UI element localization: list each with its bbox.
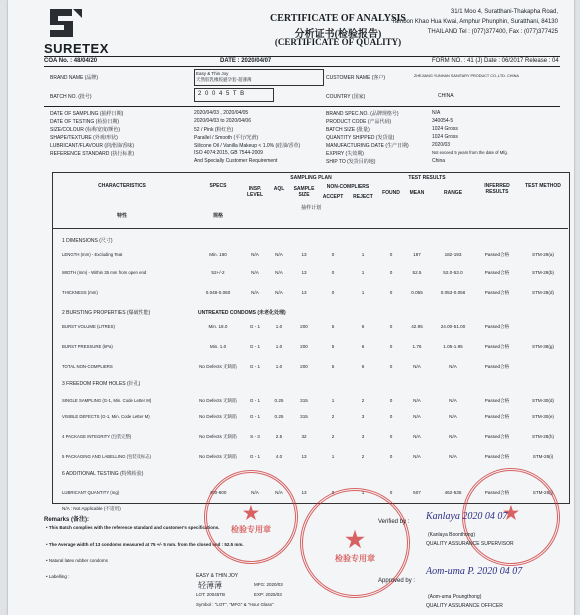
table-cell-mean: 42.95: [411, 324, 423, 329]
batch-value: 2 0 0 4 5 T B: [198, 91, 246, 97]
lube-label: LUBRICANT/FLAVOUR (润滑油/香味): [50, 143, 135, 149]
table-cell-range: N/A: [449, 398, 457, 403]
table-cell-char: BURST PRESSURE (kPa): [62, 344, 113, 349]
table-cell-acc: 1: [331, 454, 335, 459]
table-cell-method: STM-28(h): [532, 434, 554, 439]
table-cell-range: 24.00-51.00: [440, 324, 466, 329]
table-cell-acc: 0: [331, 252, 335, 257]
table-cell-spec: 400-600: [209, 490, 227, 495]
remark-1: • This Batch complies with the reference standard and customer's specifications.: [46, 525, 220, 530]
ref-value: ISO 4074:2015, GB 7544-2009: [194, 150, 263, 156]
table-cell-range: N/A: [449, 414, 457, 419]
table-cell-inf: Passed合格: [484, 270, 510, 275]
col-characteristics-cn: 特性: [116, 213, 127, 219]
date-testing-label: DATE OF TESTING (检验日期): [50, 119, 119, 125]
col-method: TEST METHOD: [525, 183, 561, 189]
stamp-left: ★ 检验专用章: [204, 470, 298, 564]
form-number: FORM NO. : 41 (J) Date : 06/2017 Release : 04: [432, 58, 559, 64]
table-cell-inf: Passed合格: [484, 324, 510, 329]
batch-size-value: 1024 Gross: [432, 126, 458, 132]
label-brand: EASY & THIN JOY: [196, 573, 239, 579]
table-cell-aql: N/A: [275, 290, 283, 295]
title-cn: 分析证书(检验报告): [294, 29, 382, 40]
brand-name-cn-value: 天然胶乳橡胶避孕套-超薄薄: [196, 77, 252, 82]
table-cell-acc: 2: [331, 414, 335, 419]
table-cell-found: 0: [389, 414, 393, 419]
table-cell-inf: Passed合格: [484, 344, 510, 349]
table-cell-sample: 13: [301, 270, 307, 275]
table-cell-rej: 6: [361, 324, 365, 329]
company-address: 31/1 Moo 4, Suratthani-Thakapha Road, Tambon Khao Hua Kwai, Amphur Phunphin, Suratthani, 84130 THAILAND Tel : (077)377400, Fax : (077)377425: [391, 9, 558, 35]
table-cell-insp: N/A: [251, 252, 259, 257]
mfg-value: 2020/03: [432, 142, 451, 148]
table-cell-found: 0: [389, 290, 393, 295]
table-cell-range: 1.05-1.95: [443, 344, 463, 349]
table-cell-acc: 0: [331, 490, 335, 495]
table-cell-inf: Passed合格: [484, 290, 510, 295]
verified-role: QUALITY ASSURANCE SUPERVISOR: [426, 541, 514, 547]
table-cell-found: 0: [389, 324, 393, 329]
qty-label: QUANTITY SHIPPED (发货量): [326, 135, 395, 141]
label-lot: LOT: 20045TB: [196, 592, 226, 597]
col-test-results: TEST RESULTS: [408, 175, 446, 181]
table-cell-char: LENGTH (mm) - Excluding Teat: [62, 252, 123, 257]
section-dimensions: 1 DIMENSIONS (尺寸): [62, 238, 113, 244]
table-cell-aql: 0.25: [274, 398, 284, 403]
col-sampling-plan: SAMPLING PLAN: [290, 175, 332, 181]
table-cell-insp: G - 1: [249, 324, 261, 329]
table-cell-rej: 6: [361, 364, 365, 369]
table-cell-spec: Min. 160: [209, 252, 227, 257]
section-bursting: 2 BURSTING PROPERTIES (爆破性能): [62, 310, 151, 316]
section-holes: 3 FREEDOM FROM HOLES (针孔): [62, 381, 141, 387]
table-cell-acc: 1: [331, 398, 335, 403]
table-cell-method: STM-28(j): [532, 490, 554, 495]
brand-spec-label: BRAND SPEC.NO. (品牌规格号): [326, 111, 399, 117]
col-noncompliers: NON-COMPLIERS: [326, 184, 370, 190]
table-cell-method: STM-28(b): [532, 270, 554, 275]
table-cell-found: 0: [389, 270, 393, 275]
remarks-title: Remarks (备注):: [44, 517, 90, 523]
table-cell-mean: N/A: [413, 364, 421, 369]
col-found: FOUND: [382, 190, 400, 196]
stamp-center: ★ 检验专用章: [300, 488, 410, 598]
table-cell-found: 0: [389, 454, 393, 459]
date-testing-value: 2020/04/03 to 2020/04/06: [194, 118, 251, 124]
table-cell-rej: 1: [361, 490, 365, 495]
table-cell-insp: G - 1: [249, 364, 261, 369]
remark-3: • Natural latex rubber condoms: [46, 558, 108, 563]
table-cell-acc: 5: [331, 344, 335, 349]
col-specs: SPECS: [209, 183, 227, 189]
batch-label: BATCH NO. (批号): [50, 94, 92, 100]
ref-value-2: And Specially Customer Requirement: [194, 158, 278, 164]
table-cell-inf: Passed合格: [484, 364, 510, 369]
table-cell-rej: 1: [361, 290, 365, 295]
table-cell-mean: 0.055: [411, 290, 423, 295]
brand-name-value: Easy & Thin Joy: [196, 71, 229, 76]
coa-date: DATE : 2020/04/07: [220, 58, 272, 64]
table-cell-char: BURST VOLUME (LITRES): [62, 324, 115, 329]
table-cell-sample: 200: [300, 364, 308, 369]
table-cell-spec: Min. 18.0: [208, 324, 228, 329]
table-cell-range: 182-193: [444, 252, 462, 257]
table-cell-spec: 52+/-2: [211, 270, 225, 275]
table-cell-sample: 13: [301, 454, 307, 459]
table-cell-inf: Passed合格: [484, 454, 510, 459]
subtitle: (CERTIFICATE OF QUALITY): [274, 37, 402, 47]
lube-value: Silicone Oil / Vanilla Makeup < 1.0% (硅油/香草): [194, 143, 301, 149]
signature-verified: Kanlaya 2020 04 07: [426, 511, 508, 522]
approved-name: (Aom-uma Poungthong): [428, 594, 482, 600]
table-cell-spec: No Defects 无缺陷: [199, 454, 237, 459]
table-cell-insp: G - 1: [249, 414, 261, 419]
table-cell-aql: 1.0: [275, 344, 283, 349]
col-sample: SAMPLE SIZE: [293, 186, 315, 198]
size-label: SIZE/COLOUR (标称宽度/颜色): [50, 127, 121, 133]
table-cell-inf: Passed合格: [484, 434, 510, 439]
table-cell-insp: G - 1: [249, 398, 261, 403]
table-cell-sample: 200: [300, 344, 308, 349]
table-cell-inf: Passed合格: [484, 414, 510, 419]
col-characteristics: CHARACTERISTICS: [98, 183, 146, 189]
table-cell-mean: 187: [413, 252, 421, 257]
size-value: 52 / Pink (粉红色): [194, 127, 234, 133]
table-cell-char: TOTAL NON-COMPLIERS: [62, 364, 113, 369]
table-cell-rej: 6: [361, 344, 365, 349]
table-cell-mean: 507: [413, 490, 421, 495]
expiry-value: Not exceed 5 years from the date of Mfg.: [432, 150, 508, 155]
country-value: CHINA: [438, 93, 454, 99]
brand-spec-value: N/A: [432, 110, 441, 116]
table-cell-mean: N/A: [413, 414, 421, 419]
table-cell-rej: 1: [361, 252, 365, 257]
table-cell-char: WIDTH (mm) - Within 35 mm from open end: [62, 270, 147, 275]
table-cell-acc: 0: [331, 270, 335, 275]
table-cell-acc: 2: [331, 434, 335, 439]
col-specs-cn: 规格: [212, 213, 223, 219]
ref-label: REFERENCE STANDARD (执行标准): [50, 151, 135, 157]
table-cell-mean: 1.76: [412, 344, 422, 349]
na-note: N/A : Not Applicable (不适用): [62, 506, 121, 511]
table-cell-insp: N/A: [251, 290, 259, 295]
table-cell-aql: N/A: [275, 270, 283, 275]
customer-value: ZHEJIANG YUNHAN SANITARY PRODUCT CO.,LTD. CHINA: [414, 74, 519, 78]
label-mfg: MFG: 2020/03: [254, 582, 283, 587]
label-symbol: Symbol : "LOT", "MFG" & "Hour Glass": [196, 602, 274, 607]
table-cell-sample: 315: [300, 414, 308, 419]
table-cell-found: 0: [389, 252, 393, 257]
table-cell-aql: 4.0: [275, 454, 283, 459]
table-cell-char: SINGLE SAMPLING (G-1, Min. Code Letter M): [62, 398, 152, 403]
table-cell-insp: N/A: [251, 270, 259, 275]
table-cell-insp: G - 1: [249, 344, 261, 349]
table-cell-spec: No Defects 无缺陷: [199, 398, 237, 403]
date-sampling-label: DATE OF SAMPLING (抽样日期): [50, 111, 124, 117]
table-cell-method: STM-30(d): [532, 398, 554, 403]
table-cell-char: THICKNESS (mm): [62, 290, 98, 295]
table-cell-range: 0.053-0.056: [440, 290, 466, 295]
table-cell-method: STM-29(a): [532, 252, 554, 257]
col-accept: ACCEPT: [322, 194, 344, 200]
table-cell-char: VISIBLE DEFECTS (G-1, Min. Code Letter M): [62, 414, 150, 419]
table-cell-aql: N/A: [275, 252, 283, 257]
table-cell-spec: No Defects 无缺陷: [199, 364, 237, 369]
expiry-label: EXPIRY (失效期): [326, 151, 364, 157]
table-cell-rej: 3: [361, 414, 365, 419]
table-cell-inf: Passed合格: [484, 252, 510, 257]
col-range: RANGE: [443, 190, 463, 196]
table-cell-range: N/A: [449, 434, 457, 439]
table-cell-char: LUBRICANT QUANTITY (mg): [62, 490, 120, 495]
table-cell-range: 462-535: [444, 490, 462, 495]
table-cell-aql: 2.5: [275, 434, 283, 439]
product-code-label: PRODUCT CODE (产品代码): [326, 119, 392, 125]
table-cell-rej: 2: [361, 398, 365, 403]
table-cell-range: 52.0-53.0: [443, 270, 463, 275]
brand-name-label: BRAND NAME (品牌): [50, 75, 99, 81]
table-cell-aql: 0.25: [274, 414, 284, 419]
untreated-label: UNTREATED CONDOMS (未老化处理): [198, 310, 286, 316]
table-cell-inf: Passed合格: [484, 490, 510, 495]
section-additional: 6 ADDITIONAL TESTING (特殊检验): [62, 471, 144, 477]
col-aql: AQL: [273, 186, 285, 192]
table-cell-method: STM-30(e): [532, 414, 554, 419]
table-cell-rej: 2: [361, 454, 365, 459]
brand-name-logo: SURETEX: [44, 41, 109, 56]
table-cell-found: 0: [389, 398, 393, 403]
table-cell-method: STM-38(g): [532, 344, 554, 349]
table-cell-range: N/A: [449, 454, 457, 459]
verified-label: Verified by :: [378, 519, 410, 525]
label-exp: EXP: 2025/03: [254, 592, 282, 597]
table-cell-mean: N/A: [413, 398, 421, 403]
table-cell-sample: 315: [300, 398, 308, 403]
approved-label: Approved by :: [378, 578, 416, 584]
signature-approved: Aom-uma P. 2020 04 07: [426, 566, 523, 577]
table-cell-mean: N/A: [413, 434, 421, 439]
table-cell-sample: 200: [300, 324, 308, 329]
table-cell-spec: No Defects 无缺陷: [199, 414, 237, 419]
table-cell-found: 0: [389, 364, 393, 369]
table-cell-mean: N/A: [413, 454, 421, 459]
table-cell-mean: 52.5: [412, 270, 422, 275]
table-cell-range: N/A: [449, 364, 457, 369]
shape-label: SHAPE/TEXTURE (外观/形状): [50, 135, 118, 141]
table-cell-acc: 5: [331, 364, 335, 369]
title-en: CERTIFICATE OF ANALYSIS: [270, 13, 406, 24]
country-label: COUNTRY (国家): [326, 94, 366, 100]
label-brand-cn: 轻薄薄: [198, 581, 222, 590]
col-mean: MEAN: [409, 190, 425, 196]
verified-name: (Kanlaya Boonthong): [428, 532, 475, 538]
certificate-page: [8, 0, 574, 615]
table-cell-found: 0: [389, 490, 393, 495]
table-cell-method: STM-28(d): [532, 290, 554, 295]
shape-value: Parallel / Smooth (平行/光滑): [194, 135, 259, 141]
table-cell-aql: 1.0: [275, 324, 283, 329]
mfg-label: MANUFACTURING DATE (生产日期): [326, 143, 409, 149]
batch-size-label: BATCH SIZE (批量): [326, 127, 370, 133]
coa-number: COA No. : 48/04/20: [44, 58, 98, 64]
table-cell-acc: 5: [331, 324, 335, 329]
stamp-right: ★: [462, 468, 560, 566]
col-sampling-plan-cn: 抽样计划: [300, 205, 321, 211]
table-cell-aql: N/A: [275, 490, 283, 495]
product-code-value: 340054-5: [432, 118, 454, 124]
table-cell-rej: 3: [361, 434, 365, 439]
table-cell-spec: 0.048-0.060: [205, 290, 231, 295]
table-cell-sample: 13: [301, 490, 307, 495]
ship-value: China: [432, 158, 446, 164]
table-cell-found: 0: [389, 434, 393, 439]
table-cell-sample: 13: [301, 252, 307, 257]
table-cell-spec: No Defects 无缺陷: [199, 434, 237, 439]
table-cell-method: STM-28(i): [532, 454, 554, 459]
qty-value: 1024 Gross: [432, 134, 458, 140]
table-cell-insp: N/A: [251, 490, 259, 495]
remark-4: • Labelling :: [46, 574, 70, 579]
customer-label: CUSTOMER NAME (客户): [326, 75, 386, 81]
table-cell-sample: 32: [301, 434, 307, 439]
table-cell-insp: S - 3: [250, 434, 260, 439]
table-cell-sample: 13: [301, 290, 307, 295]
ship-label: SHIP TO (发货目的地): [326, 159, 376, 165]
table-cell-insp: G - 1: [249, 454, 261, 459]
table-cell-spec: Min. 1.0: [209, 344, 227, 349]
table-cell-inf: Passed合格: [484, 398, 510, 403]
table-cell-char: 4 PACKAGE INTEGRITY (包装完整): [62, 434, 132, 439]
col-insp: INSP. LEVEL: [246, 186, 264, 198]
table-cell-found: 0: [389, 344, 393, 349]
remark-2: • The Average width of 13 condoms measured at 75 +/- 5 mm. from the closed end : 52.5 mm.: [46, 542, 244, 547]
col-reject: REJECT: [353, 194, 373, 200]
table-cell-acc: 0: [331, 290, 335, 295]
table-cell-rej: 1: [361, 270, 365, 275]
table-cell-char: 5 PACKAGING AND LABELLING (包装及标志): [62, 454, 151, 459]
date-sampling-value: 2020/04/03 , 2020/04/05: [194, 110, 249, 116]
col-inferred: INFERRED RESULTS: [484, 183, 510, 195]
approved-role: QUALITY ASSURANCE OFFICER: [426, 603, 503, 609]
table-cell-aql: 1.0: [275, 364, 283, 369]
